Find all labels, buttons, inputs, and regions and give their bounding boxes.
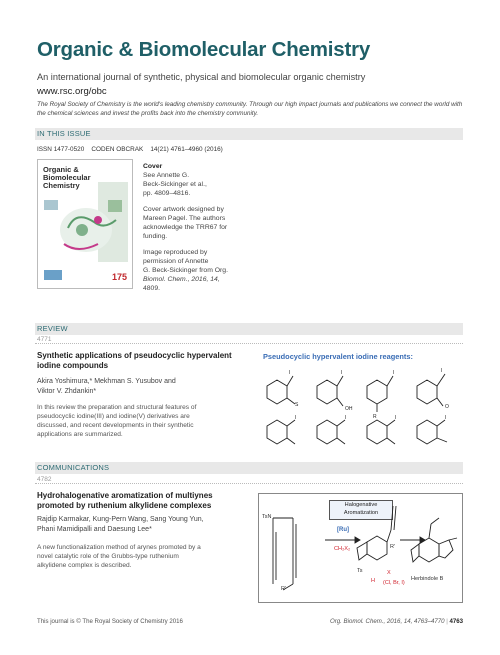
volume-issue: 14(21) 4761–4960 (2016) [150,146,223,153]
r2-label: R' [390,544,396,550]
svg-text:S: S [295,402,299,408]
journal-url[interactable]: www.rsc.org/obc [37,86,107,97]
communications-title[interactable] [37,491,257,511]
cover-issue-number: 175 [111,272,127,282]
cover-image[interactable] [37,159,133,289]
cover-design-3: acknowledge the TRR67 for [143,224,228,231]
review-abstract-1: In this review the preparation and structural features of [37,404,197,411]
issn: ISSN 1477-0520 [37,146,85,153]
iodine-structures [253,364,463,448]
svg-text:O: O [445,404,449,410]
h-label: H [371,578,375,584]
cover-pages: pp. 4809–4816. [143,190,191,197]
svg-text:I: I [441,368,443,374]
comm-title-1: Hydrohalogenative aromatization of multiynes [37,491,213,500]
cover-heading: Cover [143,163,163,170]
coden: CODEN OBCRAK [91,146,144,153]
journal-title: Organic & Biomolecular Chemistry [37,38,371,61]
svg-text:R: R [373,414,377,420]
communications-divider [35,483,463,484]
review-abstract [37,403,252,439]
box-line-2: Aromatization [343,510,379,516]
review-title[interactable] [37,351,252,371]
review-bar [35,323,463,335]
cover-repro-4: Biomol. Chem., 2016, 14, [143,276,220,283]
comm-abstract-1: A new functionalization method of arynes promoted by a [37,544,201,551]
communications-bar [35,462,463,474]
review-abstract-3: discussed, and recent developments in their synthetic [37,422,194,429]
cover-repro-3: G. Beck-Sickinger from Org. [143,267,228,274]
comm-authors-1: Rajdip Karmakar, Kung-Pern Wang, Sang Young Yun, [37,516,204,523]
review-label: REVIEW [37,324,68,333]
review-graphic-title: Pseudocyclic hypervalent iodine reagents: [263,352,413,361]
issn-line [37,146,223,153]
cover-design-1: Cover artwork designed by [143,206,224,213]
review-authors-1: Akira Yoshimura,* Mekhman S. Yusubov and [37,378,176,385]
box-line-1: Halogenative [344,502,378,508]
review-title-2: iodine compounds [37,361,109,370]
communications-page-number: 4782 [37,476,54,483]
footer-citation-text: Org. Biomol. Chem., 2016, 14, 4763–4770 [330,618,445,625]
ts2-label: Ts [357,568,363,574]
halides-label: (Cl, Br, I) [383,580,405,586]
svg-text:I: I [345,415,347,421]
communications-label: COMMUNICATIONS [37,463,110,472]
cover-repro-1: Image reproduced by [143,249,208,256]
comm-abstract-3: alkylidene complex is described. [37,562,132,569]
svg-text:I: I [393,370,395,376]
comm-abstract-2: novel catalytic role of the Grubbs-type ruthenium [37,553,179,560]
cover-repro-2: permission of Annette [143,258,209,265]
review-abstract-2: pseudocyclic iodine(III) and iodine(V) derivatives are [37,413,190,420]
cover-title-line3: Chemistry [43,181,80,190]
r-label: R' [281,586,287,592]
review-title-1: Synthetic applications of pseudocyclic hypervalent [37,351,232,360]
comm-title-2: promoted by ruthenium alkylidene complexes [37,501,212,510]
footer-separator: | [446,618,448,625]
svg-text:I: I [341,370,343,376]
communications-graphical-abstract[interactable] [258,493,463,603]
in-this-issue-label: IN THIS ISSUE [37,129,91,138]
footer-page: 4763 [449,618,464,625]
solvent-label: CH₂X₂ [334,546,351,552]
catalyst-label: [Ru] [337,527,349,533]
journal-subtitle: An international journal of synthetic, physical and biomolecular organic chemistry [37,72,366,82]
review-graphical-abstract[interactable] [253,352,463,448]
footer-citation [330,618,463,625]
review-page-number: 4771 [37,336,54,343]
cover-title-line1: Organic & [43,165,79,174]
comm-authors-2: Phani Mamidipalli and Daesung Lee* [37,525,152,533]
reaction-scheme [259,494,462,602]
ts-label: TsN [262,514,272,520]
cover-title-line2: Biomolecular [43,173,91,182]
cover-design-4: funding. [143,233,168,240]
cover-artwork [38,160,132,288]
footer-copyright: This journal is © The Royal Society of Chemistry 2016 [37,618,183,625]
svg-text:I: I [289,370,291,376]
x-label: X [387,570,391,576]
cover-see: See Annette G. [143,172,190,179]
in-this-issue-bar [35,128,463,140]
cover-see2[interactable]: Beck-Sickinger et al., [143,181,207,188]
review-authors-2: Viktor V. Zhdankin* [37,387,97,395]
communications-authors [37,515,257,534]
svg-text:I: I [395,415,397,421]
cover-repro-5: 4809. [143,285,161,292]
svg-text:I: I [445,415,447,421]
cover-design-2: Mareen Pagel. The authors [143,215,226,222]
svg-text:I: I [295,415,297,421]
cover-caption [143,162,258,300]
review-authors [37,377,252,396]
rsc-blurb: The Royal Society of Chemistry is the world's leading chemistry community. Through our high impact journals and publications we connect the world with the chemical sciences and invest the profits back into the chemistry community. [37,101,463,117]
product-label: Herbindole B [411,576,444,582]
svg-text:OH: OH [345,406,353,412]
review-divider [35,343,463,344]
review-abstract-4: applications are summarized. [37,431,123,438]
communications-abstract [37,543,257,570]
